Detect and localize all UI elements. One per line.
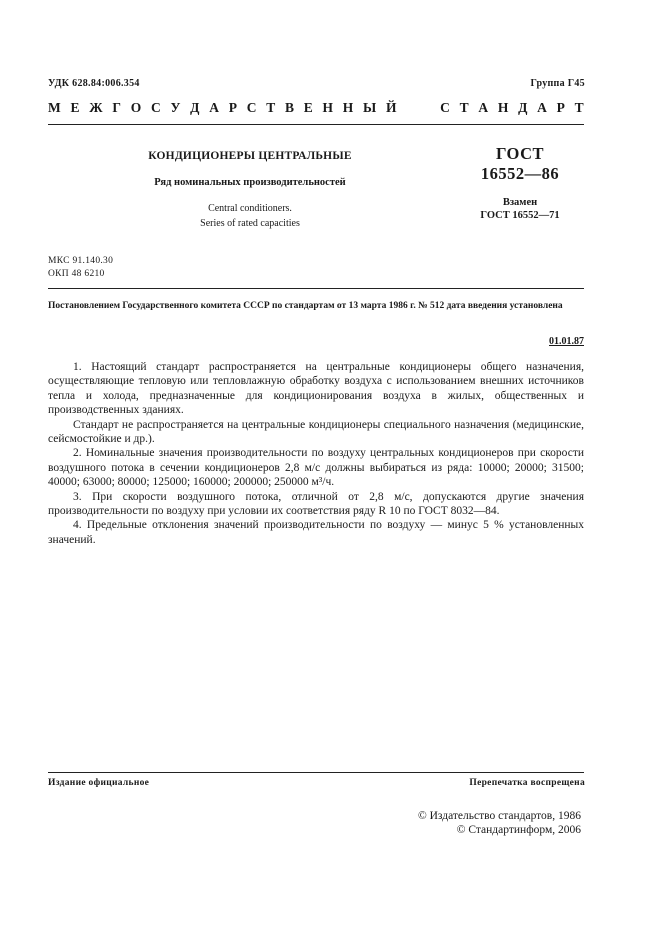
banner-letter: Д: [190, 100, 200, 115]
okp-code: ОКП 48 6210: [48, 269, 105, 279]
banner-letter: С: [246, 100, 257, 115]
banner-letter: А: [537, 100, 547, 115]
replaces-label: Взамен: [502, 197, 538, 208]
document-title: КОНДИЦИОНЕРЫ ЦЕНТРАЛЬНЫЕ: [148, 150, 352, 162]
banner-letter: Г: [112, 100, 121, 115]
document-subtitle: Ряд номинальных производительностей: [154, 177, 346, 188]
banner-letter: С: [150, 100, 161, 115]
official-edition: Издание официальное: [48, 778, 150, 788]
interstate-standard-banner: [48, 100, 584, 116]
banner-letter: Т: [574, 100, 584, 115]
footer-rule: [48, 772, 584, 773]
banner-gap: [406, 100, 430, 116]
banner-letter: Н: [322, 100, 334, 115]
banner-letter: Н: [342, 100, 354, 115]
paragraph: 2. Номинальные значения производительности по воздуху центральных кондиционеров при скорости воздушного потока в сечении кондиционеров 2,8 м/с должны выбираться из ряда: 10000; 20000; 31500; 40000; 63000; 80000; 125000; 160000; 200000; 250000 м³/ч.: [48, 447, 584, 489]
gost-number: 16552—86: [480, 164, 560, 183]
gost-label: ГОСТ: [495, 144, 545, 163]
banner-letter: Е: [70, 100, 80, 115]
copyright-line: © Издательство стандартов, 1986: [417, 810, 581, 822]
group-code: Группа Г45: [530, 78, 585, 89]
replaced-standard: ГОСТ 16552—71: [480, 210, 560, 221]
header-rule: [48, 124, 584, 125]
codes-rule: [48, 288, 584, 289]
mks-code: МКС 91.140.30: [48, 256, 114, 266]
banner-letter: С: [440, 100, 450, 115]
banner-letter: В: [284, 100, 294, 115]
banner-letter: А: [209, 100, 219, 115]
paragraph: 3. При скорости воздушного потока, отличной от 2,8 м/с, допускаются другие значения производительности по воздуху при условии их соответствия ряду R 10 по ГОСТ 8032—84.: [48, 490, 584, 518]
udk-code: УДК 628.84:006.354: [48, 78, 140, 89]
banner-letter: Р: [556, 100, 565, 115]
banner-letter: А: [478, 100, 489, 115]
banner-letter: Е: [303, 100, 313, 115]
banner-letter: О: [130, 100, 142, 115]
banner-letter: Т: [266, 100, 276, 115]
paragraph: Стандарт не распространяется на центральные кондиционеры специального назначения (медицинские, сейсмостойкие и др.).: [48, 418, 584, 446]
decree-text: Постановлением Государственного комитета СССР по стандартам от 13 марта 1986 г. № 512 дата введения установлена: [48, 301, 563, 311]
english-title: Central conditioners.: [208, 203, 292, 214]
reprint-notice: Перепечатка воспрещена: [469, 778, 585, 788]
copyright-line: © Стандартинформ, 2006: [456, 824, 581, 836]
banner-letter: Д: [518, 100, 528, 115]
english-subtitle: Series of rated capacities: [200, 218, 300, 229]
banner-letter: Ж: [89, 100, 103, 115]
banner-letter: Т: [459, 100, 469, 115]
banner-letter: Р: [228, 100, 237, 115]
banner-letter: М: [48, 100, 61, 115]
banner-letter: Й: [386, 100, 397, 115]
banner-letter: Н: [497, 100, 509, 115]
banner-letter: Ы: [363, 100, 377, 115]
document-body: [48, 360, 584, 547]
banner-letter: У: [170, 100, 181, 115]
effective-date: 01.01.87: [549, 336, 584, 347]
paragraph: 4. Предельные отклонения значений производительности по воздуху — минус 5 % установленных значений.: [48, 519, 584, 546]
paragraph: 1. Настоящий стандарт распространяется на центральные кондиционеры общего назначения, осуществляющие тепловую или тепловлажную обработку воздуха с использованием внешних источников тепла и холода, предназначенные для кондиционирования воздуха в жилых, общественных и производственных зданиях.: [48, 361, 584, 417]
